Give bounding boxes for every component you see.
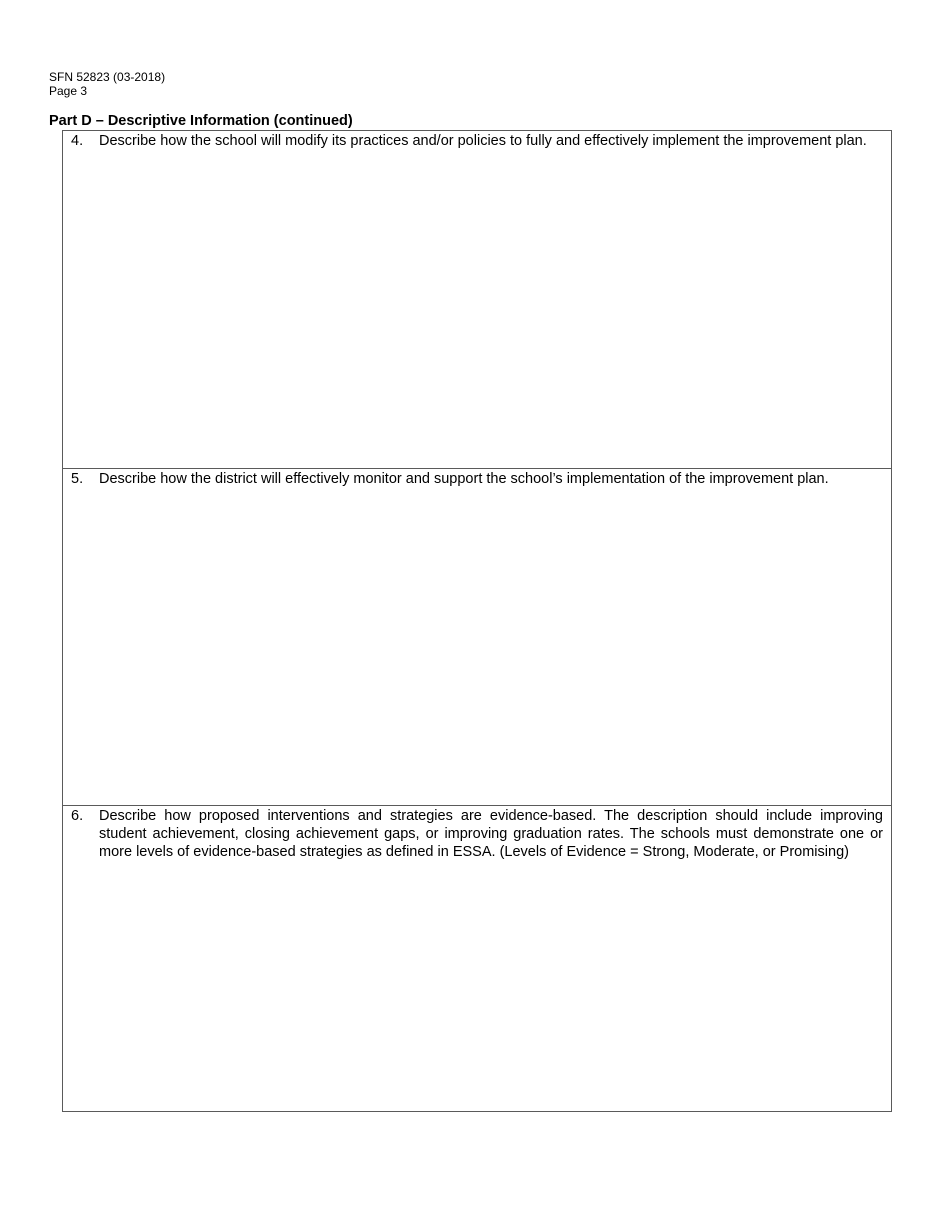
question-5-text: Describe how the district will effectively monitor and support the school’s implementation of the improvement plan. bbox=[99, 471, 829, 487]
question-6-text: Describe how proposed interventions and strategies are evidence-based. The description should include improving student achievement, closing achievement gaps, or improving graduation rates. The schools must demonstrate one or more levels of evidence-based strategies as defined in ESSA. (Levels of Evidence = Strong, Moderate, or Promising) bbox=[99, 808, 883, 860]
section-title: Part D – Descriptive Information (continued) bbox=[49, 113, 353, 129]
question-6-prompt bbox=[63, 806, 891, 861]
question-4-text: Describe how the school will modify its practices and/or policies to fully and effectively implement the improvement plan. bbox=[99, 133, 867, 149]
question-6-box bbox=[62, 805, 892, 1112]
question-6-number: 6. bbox=[71, 808, 84, 824]
page-number: Page 3 bbox=[49, 84, 88, 98]
question-4-number: 4. bbox=[71, 133, 84, 149]
question-4-box bbox=[62, 130, 892, 469]
question-6-answer-field[interactable] bbox=[64, 882, 890, 1110]
question-5-number: 5. bbox=[71, 471, 84, 487]
question-5-answer-field[interactable] bbox=[64, 491, 890, 804]
form-number: SFN 52823 (03-2018) bbox=[49, 70, 166, 84]
form-header bbox=[49, 70, 165, 98]
question-5-prompt bbox=[63, 469, 891, 488]
question-4-prompt bbox=[63, 131, 891, 150]
question-4-answer-field[interactable] bbox=[64, 171, 890, 467]
question-5-box bbox=[62, 468, 892, 806]
